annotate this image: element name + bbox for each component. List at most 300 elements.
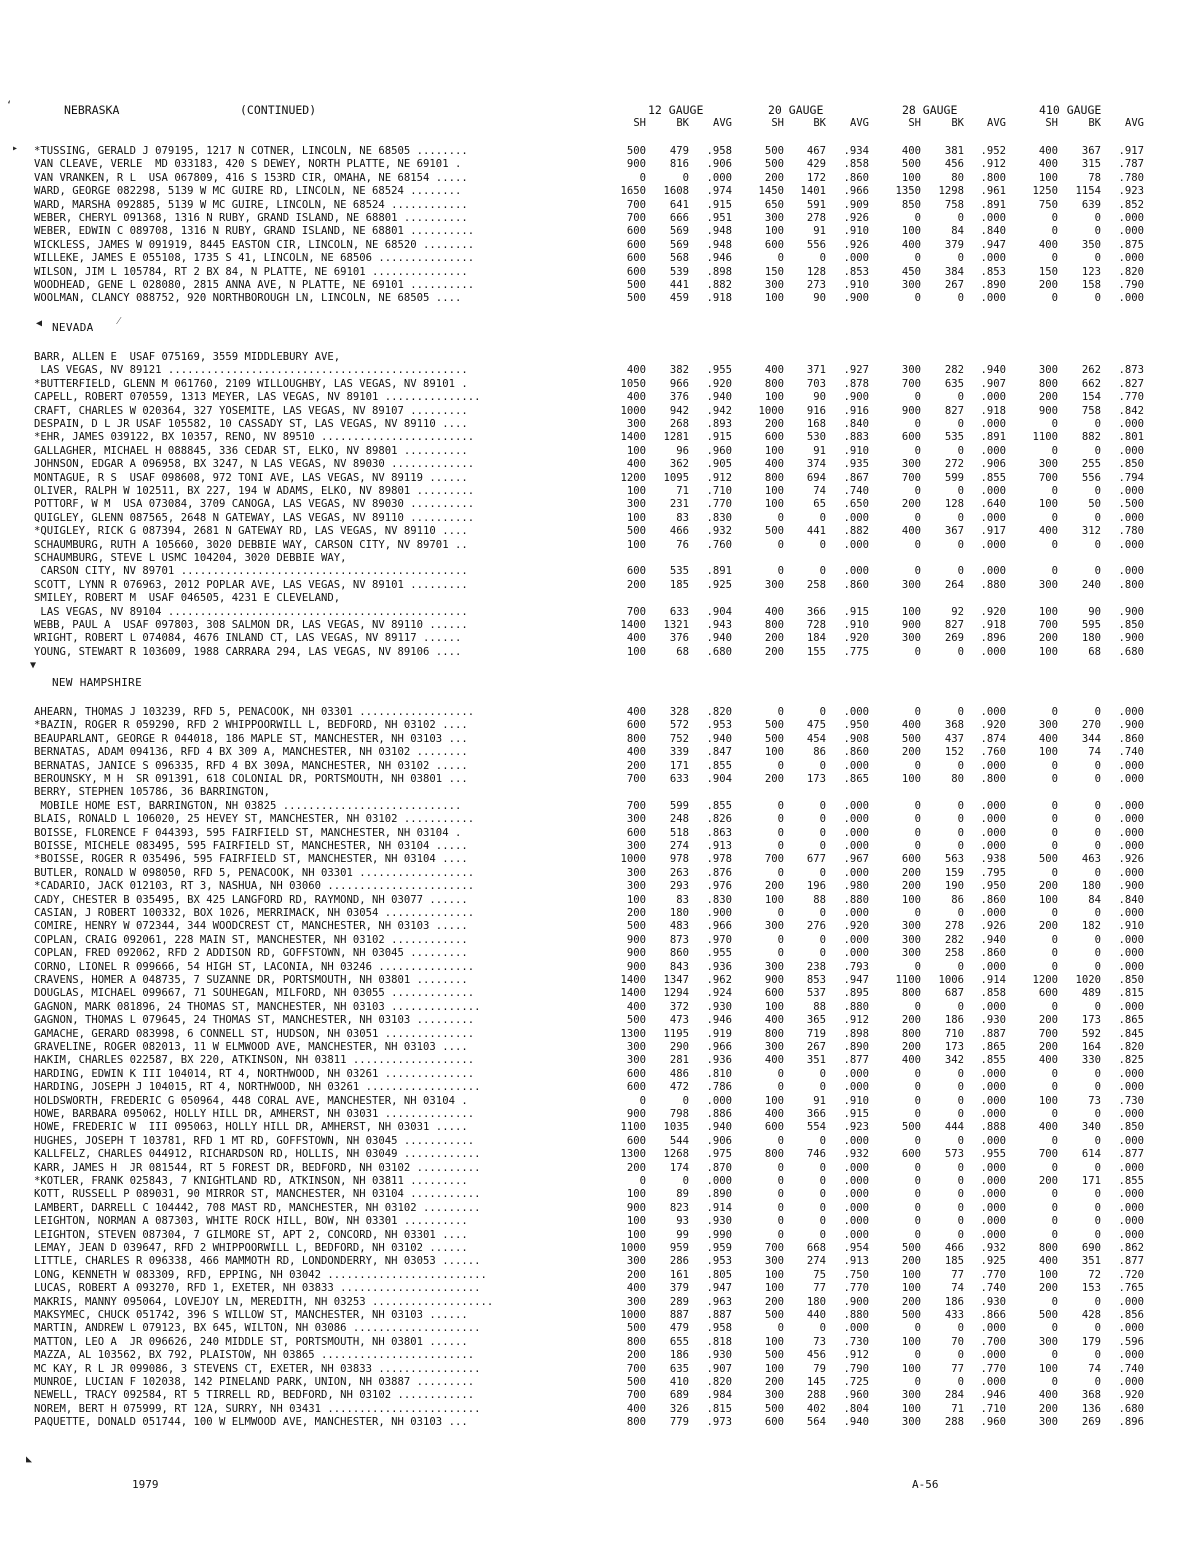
score-cell: .900 — [843, 1295, 869, 1308]
table-row — [34, 592, 1144, 605]
shooter-entry: BLAIS, RONALD L 106020, 25 HEVEY ST, MANCHESTER, NH 03102 ........... — [34, 813, 475, 826]
score-cell: 78 — [1088, 171, 1101, 184]
score-cell: 400 — [1038, 1255, 1058, 1268]
score-cell: 0 — [819, 866, 826, 879]
score-cell: 376 — [669, 391, 689, 404]
score-cell: .000 — [980, 1067, 1006, 1080]
score-cell: 0 — [682, 1094, 689, 1107]
score-cell: 0 — [1094, 1376, 1101, 1388]
score-cell: 0 — [1094, 840, 1101, 852]
score-cell: 0 — [1051, 511, 1058, 524]
score-cell: 100 — [764, 498, 784, 511]
column-subheader: SH — [771, 117, 784, 129]
score-cell: 0 — [777, 706, 784, 718]
shooter-entry: JOHNSON, EDGAR A 096958, BX 3247, N LAS VEGAS, NV 89030 ............. — [34, 458, 475, 471]
score-cell: 600 — [764, 431, 784, 444]
score-cell: 400 — [626, 458, 646, 471]
score-cell: 466 — [944, 1242, 964, 1254]
shooter-entry: MOBILE HOME EST, BARRINGTON, NH 03825 ............................ — [34, 799, 462, 812]
shooter-entry: GALLAGHER, MICHAEL H 088845, 336 CEDAR ST, ELKO, NV 89801 .......... — [34, 444, 468, 457]
score-cell: .790 — [843, 1362, 869, 1375]
score-cell: .900 — [706, 907, 732, 919]
score-cell: 687 — [944, 987, 964, 1000]
score-cell: 71 — [676, 485, 689, 497]
score-cell: 400 — [1038, 732, 1058, 745]
score-cell: 456 — [944, 158, 964, 171]
score-cell: 300 — [626, 418, 646, 430]
score-cell: 289 — [669, 1295, 689, 1308]
score-cell: .918 — [706, 292, 732, 305]
score-cell: 900 — [626, 947, 646, 960]
shooter-entry: WOODHEAD, GENE L 028080, 2815 ANNA AVE, N PLATTE, NE 69101 .......... — [34, 279, 475, 291]
score-cell: 372 — [669, 1000, 689, 1013]
score-cell: 330 — [1081, 1054, 1101, 1067]
gauge-28-header: 28 GAUGE — [902, 103, 958, 117]
score-cell: .000 — [843, 799, 869, 812]
score-cell: 100 — [1038, 746, 1058, 759]
score-cell: 800 — [626, 732, 646, 745]
shooter-entry: BERNATAS, JANICE S 096335, RFD 4 BX 309A, MANCHESTER, NH 03102 ..... — [34, 759, 468, 772]
score-cell: .917 — [1118, 145, 1144, 157]
score-cell: .850 — [1118, 458, 1144, 471]
score-cell: 173 — [806, 773, 826, 785]
score-cell: 0 — [957, 391, 964, 404]
score-cell: 284 — [944, 1389, 964, 1402]
score-cell: .960 — [980, 1416, 1006, 1429]
score-cell: 100 — [764, 444, 784, 457]
score-cell: 0 — [914, 1108, 921, 1120]
score-cell: .914 — [980, 974, 1006, 986]
score-cell: .955 — [980, 1148, 1006, 1161]
score-cell: .954 — [843, 1242, 869, 1254]
score-cell: 72 — [1088, 1268, 1101, 1281]
score-cell: 200 — [901, 1041, 921, 1053]
score-cell: 728 — [806, 619, 826, 631]
shooter-entry: GAGNON, THOMAS L 079645, 24 THOMAS ST, MANCHESTER, NH 03103 ......... — [34, 1014, 475, 1027]
score-cell: 500 — [764, 1309, 784, 1321]
shooter-entry: BEAUPARLANT, GEORGE R 044018, 186 MAPLE ST, MANCHESTER, NH 03103 ... — [34, 732, 468, 745]
score-cell: .917 — [980, 525, 1006, 538]
score-cell: 472 — [669, 1081, 689, 1094]
score-cell: .886 — [706, 1108, 732, 1120]
score-cell: 0 — [1094, 1081, 1101, 1094]
shooter-entry: NOREM, BERT H 075999, RT 12A, SURRY, NH 03431 ........................ — [34, 1402, 481, 1415]
score-cell: 916 — [806, 404, 826, 417]
score-cell: .800 — [1118, 578, 1144, 591]
score-cell: 0 — [1051, 706, 1058, 718]
table-row — [34, 225, 1144, 238]
score-cell: 689 — [669, 1389, 689, 1402]
score-cell: .000 — [1118, 947, 1144, 960]
shooter-entry: *KOTLER, FRANK 025843, 7 KNIGHTLAND RD, ATKINSON, NH 03811 ......... — [34, 1175, 468, 1187]
score-cell: 269 — [944, 632, 964, 645]
score-cell: .923 — [1118, 185, 1144, 198]
score-cell: 367 — [944, 525, 964, 538]
table-row — [34, 1389, 1144, 1402]
score-cell: .887 — [980, 1027, 1006, 1040]
score-cell: .000 — [980, 444, 1006, 457]
score-cell: 483 — [669, 920, 689, 933]
score-cell: 437 — [944, 732, 964, 745]
score-cell: 500 — [764, 158, 784, 171]
score-cell: 556 — [806, 238, 826, 251]
score-cell: 400 — [1038, 525, 1058, 538]
footer-year: 1979 — [132, 1478, 159, 1491]
shooter-entry: CORNO, LIONEL R 099666, 54 HIGH ST, LACONIA, NH 03246 ............... — [34, 960, 475, 973]
score-cell: .905 — [706, 458, 732, 471]
shooter-entry: WRIGHT, ROBERT L 074084, 4676 INLAND CT, LAS VEGAS, NV 89117 ...... — [34, 632, 462, 645]
score-cell: 200 — [764, 171, 784, 184]
score-cell: 900 — [626, 1201, 646, 1214]
score-cell: .984 — [706, 1389, 732, 1402]
score-cell: .874 — [980, 732, 1006, 745]
score-cell: 479 — [669, 1322, 689, 1335]
score-cell: 0 — [1051, 292, 1058, 305]
score-cell: 0 — [914, 485, 921, 497]
score-cell: .862 — [1118, 1242, 1144, 1254]
score-cell: .830 — [706, 511, 732, 524]
shooter-entry: GRAVELINE, ROGER 082013, 11 W ELMWOOD AVE, MANCHESTER, NH 03103 .... — [34, 1041, 468, 1053]
score-cell: 0 — [914, 1067, 921, 1080]
score-cell: 0 — [777, 1188, 784, 1201]
score-cell: .915 — [843, 1108, 869, 1120]
score-cell: .932 — [706, 525, 732, 538]
score-cell: .900 — [1118, 632, 1144, 645]
shooter-entry: HOWE, BARBARA 095062, HOLLY HILL DR, AMHERST, NH 03031 .............. — [34, 1108, 475, 1120]
score-cell: .000 — [1118, 799, 1144, 812]
score-cell: 286 — [669, 1255, 689, 1268]
score-cell: .000 — [1118, 511, 1144, 524]
shooter-entry: COPLAN, FRED 092062, RFD 2 ADDISON RD, GOFFSTOWN, NH 03045 ......... — [34, 947, 468, 960]
score-cell: .877 — [1118, 1148, 1144, 1161]
score-cell: .925 — [980, 1255, 1006, 1268]
score-cell: 300 — [764, 1255, 784, 1268]
score-cell: 500 — [764, 732, 784, 745]
score-cell: 1281 — [663, 431, 689, 444]
score-cell: .870 — [706, 1161, 732, 1174]
score-cell: .935 — [843, 458, 869, 471]
shooter-entry: WARD, GEORGE 082298, 5139 W MC GUIRE RD, LINCOLN, NE 68524 ........ — [34, 185, 462, 198]
score-cell: 600 — [626, 565, 646, 578]
shooter-entry: CASIAN, J ROBERT 100332, BOX 1026, MERRIMACK, NH 03054 .............. — [34, 907, 475, 919]
score-cell: 400 — [764, 1054, 784, 1067]
score-cell: 816 — [669, 158, 689, 171]
table-row — [34, 279, 1144, 292]
table-row — [34, 987, 1144, 1000]
score-cell: 153 — [1081, 1282, 1101, 1295]
score-cell: .920 — [843, 632, 869, 645]
score-cell: 300 — [626, 498, 646, 511]
score-cell: 0 — [957, 1108, 964, 1120]
shooter-entry: LAS VEGAS, NV 89104 ............................................... — [34, 605, 468, 618]
table-row — [34, 646, 1144, 659]
score-cell: .966 — [843, 185, 869, 198]
score-cell: .000 — [980, 485, 1006, 497]
score-cell: 288 — [806, 1389, 826, 1402]
score-cell: 400 — [1038, 1389, 1058, 1402]
score-cell: 100 — [764, 1094, 784, 1107]
score-cell: 300 — [764, 578, 784, 591]
score-cell: 700 — [626, 1362, 646, 1375]
score-cell: 91 — [813, 225, 826, 238]
shooter-entry: MAKRIS, MANNY 095064, LOVEJOY LN, MEREDITH, NH 03253 ................... — [34, 1295, 494, 1308]
score-cell: 300 — [764, 960, 784, 973]
score-cell: 339 — [669, 746, 689, 759]
table-row — [34, 1175, 1144, 1188]
score-cell: 300 — [626, 880, 646, 893]
score-cell: 400 — [626, 1402, 646, 1415]
score-cell: 71 — [951, 1402, 964, 1415]
shooter-entry: HOLDSWORTH, FREDERIC G 050964, 448 CORAL AVE, MANCHESTER, NH 03104 . — [34, 1094, 468, 1107]
score-cell: 68 — [676, 645, 689, 658]
score-cell: 400 — [1038, 1054, 1058, 1067]
shooter-entry: KALLFELZ, CHARLES 044912, RICHARDSON RD, HOLLIS, NH 03049 ............ — [34, 1148, 481, 1161]
score-cell: 700 — [1038, 1027, 1058, 1040]
score-cell: .930 — [706, 1349, 732, 1362]
score-cell: 68 — [1088, 645, 1101, 658]
score-cell: 0 — [1094, 252, 1101, 265]
shooter-entry: GAGNON, MARK 081896, 24 THOMAS ST, MANCHESTER, NH 03103 .............. — [34, 1000, 481, 1013]
score-cell: 200 — [1038, 391, 1058, 404]
shooter-entry: DESPAIN, D L JR USAF 105582, 10 CASSADY ST, LAS VEGAS, NV 89110 .... — [34, 418, 468, 430]
score-cell: 1020 — [1075, 974, 1101, 986]
score-cell: .000 — [980, 1215, 1006, 1228]
score-cell: 0 — [914, 1215, 921, 1228]
shooter-entry: MATTON, LEO A JR 096626, 240 MIDDLE ST, PORTSMOUTH, NH 03801 ...... — [34, 1335, 468, 1348]
score-cell: 84 — [1088, 893, 1101, 906]
score-cell: 454 — [806, 732, 826, 745]
score-cell: 200 — [901, 498, 921, 511]
score-cell: 300 — [1038, 719, 1058, 732]
table-row — [34, 472, 1144, 485]
score-cell: .000 — [1118, 1161, 1144, 1174]
score-cell: .804 — [843, 1402, 869, 1415]
score-cell: 758 — [944, 198, 964, 211]
score-cell: 270 — [1081, 719, 1101, 732]
score-cell: 0 — [914, 1201, 921, 1214]
score-cell: .847 — [706, 746, 732, 759]
score-cell: 89 — [676, 1188, 689, 1201]
table-row — [34, 1148, 1144, 1161]
score-cell: 273 — [806, 279, 826, 291]
table-row — [34, 1376, 1144, 1389]
score-cell: 0 — [819, 1322, 826, 1335]
score-cell: 186 — [669, 1349, 689, 1362]
score-cell: .882 — [843, 525, 869, 538]
shooter-entry: WILLEKE, JAMES E 055108, 1735 S 41, LINCOLN, NE 68506 ............... — [34, 252, 475, 265]
score-cell: 300 — [764, 279, 784, 291]
score-cell: 86 — [813, 746, 826, 759]
score-cell: 100 — [764, 1268, 784, 1281]
score-cell: .000 — [980, 840, 1006, 852]
column-subheader: BK — [676, 117, 689, 129]
score-cell: 1298 — [938, 185, 964, 198]
shooter-entry: YOUNG, STEWART R 103609, 1988 CARRARA 294, LAS VEGAS, NV 89106 .... — [34, 645, 462, 658]
shooter-entry: QUIGLEY, GLENN 087565, 2648 N GATEWAY, LAS VEGAS, NV 89110 .......... — [34, 511, 475, 524]
score-cell: 800 — [1038, 1242, 1058, 1254]
score-cell: 0 — [1094, 947, 1101, 960]
score-cell: 544 — [669, 1134, 689, 1147]
score-cell: .000 — [980, 907, 1006, 919]
score-cell: 328 — [669, 706, 689, 718]
score-cell: 0 — [957, 1000, 964, 1013]
score-cell: .927 — [843, 364, 869, 377]
score-cell: 100 — [764, 893, 784, 906]
score-cell: .910 — [1118, 920, 1144, 933]
score-cell: 1400 — [620, 431, 646, 444]
score-cell: 0 — [1094, 1134, 1101, 1147]
score-cell: 300 — [626, 813, 646, 826]
score-cell: 800 — [901, 987, 921, 1000]
score-cell: 200 — [764, 645, 784, 658]
score-cell: 0 — [819, 1175, 826, 1187]
table-row — [34, 351, 1144, 364]
score-cell: 180 — [1081, 880, 1101, 893]
score-cell: .947 — [843, 974, 869, 986]
score-cell: 200 — [764, 880, 784, 893]
score-cell: 200 — [901, 746, 921, 759]
score-cell: 258 — [806, 578, 826, 591]
score-cell: 0 — [819, 907, 826, 919]
score-cell: .000 — [843, 1175, 869, 1187]
score-cell: .913 — [843, 1255, 869, 1268]
score-cell: .710 — [706, 485, 732, 497]
score-cell: .900 — [1118, 880, 1144, 893]
score-cell: 500 — [901, 1309, 921, 1321]
score-cell: 0 — [1094, 1000, 1101, 1013]
score-cell: 0 — [777, 1161, 784, 1174]
score-cell: 200 — [626, 907, 646, 919]
score-cell: 326 — [669, 1402, 689, 1415]
score-cell: 400 — [626, 706, 646, 718]
score-cell: 0 — [777, 866, 784, 879]
table-row — [34, 706, 1144, 719]
score-cell: 592 — [1081, 1027, 1101, 1040]
score-cell: 282 — [944, 933, 964, 946]
score-cell: 300 — [626, 840, 646, 852]
score-cell: 0 — [1094, 1067, 1101, 1080]
score-cell: 371 — [806, 364, 826, 377]
score-cell: .000 — [980, 212, 1006, 224]
score-cell: .850 — [1118, 974, 1144, 986]
score-cell: 800 — [1038, 377, 1058, 390]
score-cell: 0 — [914, 1228, 921, 1241]
score-cell: .740 — [980, 1282, 1006, 1295]
score-cell: .830 — [706, 893, 732, 906]
score-cell: 171 — [1081, 1175, 1101, 1187]
score-cell: 0 — [1051, 1376, 1058, 1388]
table-row — [34, 364, 1144, 377]
score-cell: 65 — [813, 498, 826, 511]
score-cell: 599 — [669, 799, 689, 812]
shooter-entry: OLIVER, RALPH W 102511, BX 227, 194 W ADAMS, ELKO, NV 89801 ......... — [34, 485, 475, 497]
score-cell: 860 — [669, 947, 689, 960]
score-cell: 568 — [669, 252, 689, 265]
score-cell: .990 — [706, 1228, 732, 1241]
score-cell: .000 — [1118, 907, 1144, 919]
shooter-entry: WICKLESS, JAMES W 091919, 8445 EASTON CIR, LINCOLN, NE 68520 ........ — [34, 238, 475, 251]
score-cell: .000 — [843, 933, 869, 946]
score-cell: 0 — [957, 1081, 964, 1094]
table-row — [34, 947, 1144, 960]
score-cell: 0 — [914, 212, 921, 224]
score-cell: .000 — [1118, 1108, 1144, 1120]
score-cell: .948 — [706, 225, 732, 238]
score-cell: 100 — [901, 225, 921, 238]
score-cell: 563 — [944, 853, 964, 866]
table-row — [34, 552, 1144, 565]
score-cell: .898 — [843, 1027, 869, 1040]
continued-label: (CONTINUED) — [240, 103, 317, 117]
score-cell: 0 — [1051, 826, 1058, 839]
score-cell: 0 — [1051, 1295, 1058, 1308]
score-cell: 180 — [669, 907, 689, 919]
score-cell: 900 — [764, 974, 784, 986]
score-cell: 0 — [1051, 418, 1058, 430]
score-cell: 0 — [819, 799, 826, 812]
table-row — [34, 1095, 1144, 1108]
score-cell: .000 — [1118, 225, 1144, 238]
score-cell: 274 — [806, 1255, 826, 1268]
score-cell: .906 — [706, 1134, 732, 1147]
score-cell: 0 — [914, 813, 921, 826]
score-cell: 600 — [901, 1148, 921, 1161]
footer-page-number: A-56 — [912, 1478, 939, 1491]
shooter-entry: COPLAN, CRAIG 092061, 228 MAIN ST, MANCHESTER, NH 03102 ............ — [34, 933, 468, 946]
score-cell: 0 — [819, 813, 826, 826]
score-cell: .914 — [706, 1201, 732, 1214]
score-cell: 128 — [944, 498, 964, 511]
score-cell: 0 — [1094, 773, 1101, 785]
score-cell: .875 — [1118, 238, 1144, 251]
score-cell: 1401 — [800, 185, 826, 198]
score-cell: 1195 — [663, 1027, 689, 1040]
score-cell: 746 — [806, 1148, 826, 1161]
shooter-entry: MARTIN, ANDREW L 079123, BX 645, WILTON, NH 03086 .................... — [34, 1322, 481, 1335]
score-cell: 0 — [914, 706, 921, 718]
score-cell: .794 — [1118, 471, 1144, 484]
score-cell: 0 — [1094, 933, 1101, 946]
table-row — [34, 1296, 1144, 1309]
score-cell: .880 — [843, 1309, 869, 1321]
score-cell: 0 — [1051, 1322, 1058, 1335]
score-cell: .770 — [1118, 391, 1144, 404]
score-cell: 1268 — [663, 1148, 689, 1161]
score-cell: 0 — [914, 645, 921, 658]
table-row — [34, 1242, 1144, 1255]
score-cell: 293 — [669, 880, 689, 893]
table-row — [34, 961, 1144, 974]
score-cell: 200 — [626, 578, 646, 591]
score-cell: .000 — [1118, 773, 1144, 785]
score-cell: .000 — [843, 1188, 869, 1201]
score-cell: 90 — [1088, 605, 1101, 618]
score-cell: 172 — [806, 171, 826, 184]
score-cell: .904 — [706, 773, 732, 785]
score-cell: .863 — [706, 826, 732, 839]
score-cell: 650 — [764, 198, 784, 211]
score-cell: 0 — [819, 252, 826, 265]
score-cell: 900 — [626, 960, 646, 973]
score-cell: .740 — [1118, 746, 1144, 759]
score-cell: .940 — [706, 391, 732, 404]
score-cell: 475 — [806, 719, 826, 732]
score-cell: 0 — [1094, 212, 1101, 224]
score-cell: .890 — [843, 1041, 869, 1053]
score-cell: 100 — [901, 893, 921, 906]
score-cell: 379 — [669, 1282, 689, 1295]
score-cell: 535 — [944, 431, 964, 444]
